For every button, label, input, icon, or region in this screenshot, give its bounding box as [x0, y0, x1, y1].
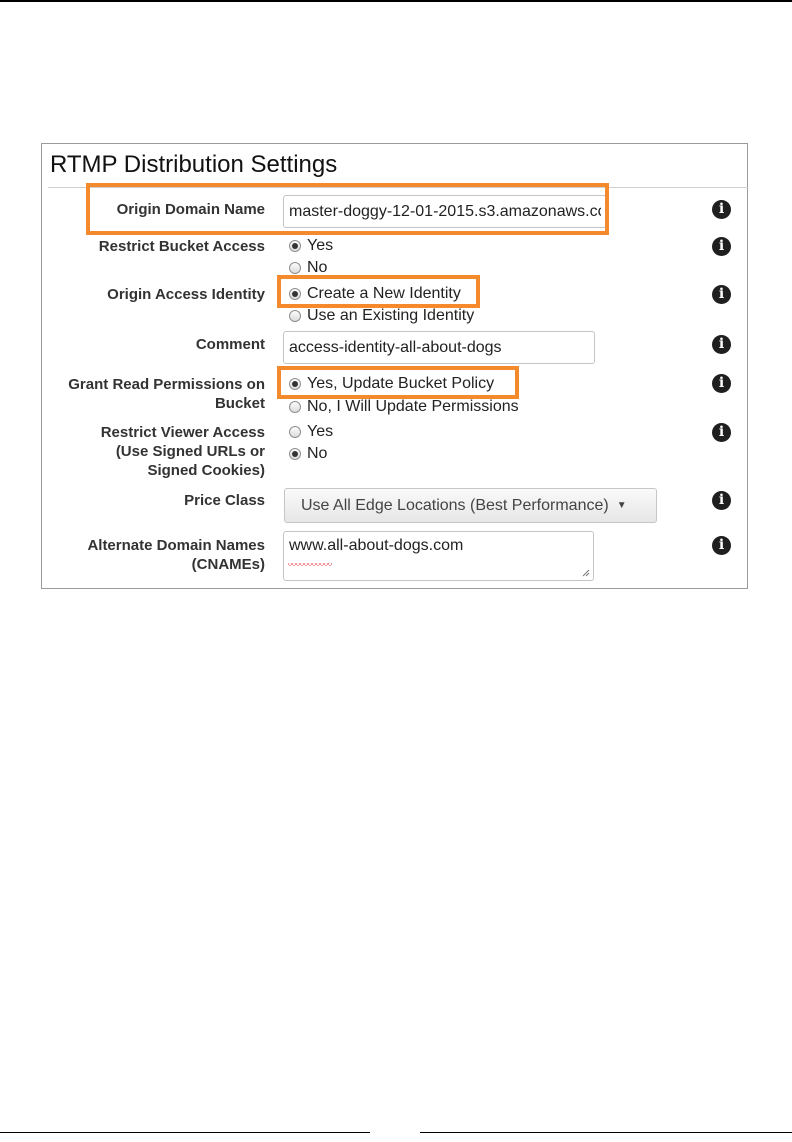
radio-button-checked[interactable] [289, 448, 301, 460]
grant-read-label-line1: Grant Read Permissions on [68, 376, 265, 393]
restrict-viewer-yes[interactable] [289, 422, 333, 441]
origin-identity-existing[interactable] [289, 306, 474, 325]
info-icon[interactable]: i [712, 536, 731, 555]
radio-label: No, I Will Update Permissions [307, 397, 519, 415]
radio-label: No [307, 258, 328, 276]
radio-button[interactable] [289, 310, 301, 322]
page-bottom-rule-left [0, 1132, 370, 1133]
cnames-label-line2: (CNAMEs) [191, 556, 265, 573]
radio-button[interactable] [289, 426, 301, 438]
spellcheck-underline [288, 563, 332, 566]
radio-button[interactable] [289, 401, 301, 413]
restrict-viewer-label-line2: (Use Signed URLs or [115, 443, 265, 460]
restrict-bucket-yes[interactable] [289, 236, 333, 255]
rtmp-settings-panel [41, 143, 748, 589]
origin-identity-label: Origin Access Identity [107, 286, 265, 303]
grant-read-label [68, 375, 265, 413]
price-class-select[interactable] [284, 488, 657, 523]
cnames-label-line1: Alternate Domain Names [87, 537, 265, 554]
cnames-textarea[interactable] [283, 531, 594, 581]
title-divider [48, 187, 748, 188]
panel-title: RTMP Distribution Settings [50, 151, 338, 178]
restrict-viewer-label-line1: Restrict Viewer Access [100, 424, 265, 441]
origin-domain-label: Origin Domain Name [116, 201, 265, 218]
origin-domain-input[interactable] [283, 195, 607, 228]
cnames-label [87, 536, 265, 574]
info-icon[interactable]: i [712, 237, 731, 256]
grant-read-label-line2: Bucket [214, 395, 265, 412]
page-top-rule [0, 0, 792, 2]
comment-input[interactable] [283, 331, 595, 364]
info-icon[interactable]: i [712, 335, 731, 354]
restrict-viewer-label [101, 423, 265, 480]
radio-label: Create a New Identity [307, 284, 461, 302]
resize-grip-icon[interactable] [582, 569, 590, 577]
restrict-viewer-no[interactable] [289, 444, 327, 463]
grant-read-no[interactable] [289, 397, 519, 416]
radio-label: Yes [307, 422, 334, 440]
radio-button-checked[interactable] [289, 378, 301, 390]
restrict-viewer-label-line3: Signed Cookies) [147, 462, 265, 479]
restrict-bucket-no[interactable] [289, 258, 327, 277]
info-icon[interactable]: i [712, 200, 731, 219]
radio-label: Yes, Update Bucket Policy [307, 374, 495, 392]
origin-identity-create[interactable] [289, 284, 461, 303]
grant-read-yes[interactable] [289, 374, 494, 393]
info-icon[interactable]: i [712, 423, 731, 442]
info-icon[interactable]: i [712, 374, 731, 393]
radio-button-checked[interactable] [289, 288, 301, 300]
comment-label: Comment [195, 336, 265, 353]
restrict-bucket-label: Restrict Bucket Access [98, 238, 265, 255]
radio-button-checked[interactable] [289, 240, 301, 252]
page-bottom-rule-right [420, 1132, 792, 1133]
radio-button[interactable] [289, 262, 301, 274]
radio-label: Use an Existing Identity [307, 306, 475, 324]
radio-label: Yes [307, 236, 334, 254]
radio-label: No [307, 444, 328, 462]
info-icon[interactable]: i [712, 491, 731, 510]
info-icon[interactable]: i [712, 285, 731, 304]
price-class-label: Price Class [184, 492, 265, 509]
chevron-down-icon: ▼ [616, 500, 627, 511]
price-class-value: Use All Edge Locations (Best Performance) [301, 496, 609, 514]
